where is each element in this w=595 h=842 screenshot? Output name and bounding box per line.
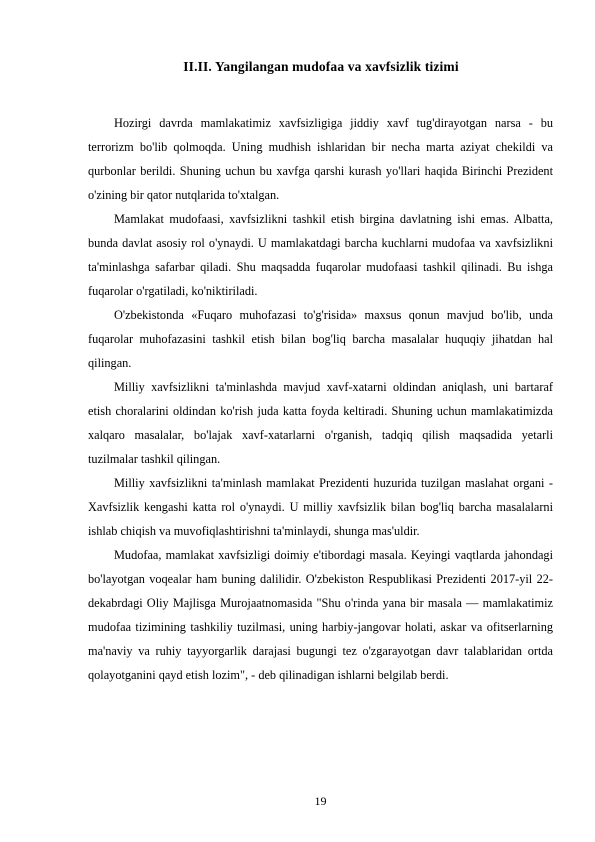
paragraph-security-council: Milliy xavfsizlikni ta'minlash mamlakat Prezidenti huzurida tuzilgan maslahat organi - Xavfsizlik kengashi katta rol o'ynaydi. U milliy xavfsizlik bilan bog'liq barcha masalalarni ishlab chiqish va muvofiqlashtirishni ta'minlaydi, shunga mas'uldir. (88, 476, 553, 538)
body-text (88, 111, 553, 687)
paragraph-defense-organization: Mamlakat mudofaasi, xavfsizlikni tashkil etish birgina davlatning ishi emas. Albatta, bunda davlat asosiy rol o'ynaydi. U mamlakatdagi barcha kuchlarni mudofaa va xavfsizlikni ta'minlashga safarbar qiladi. Shu maqsadda fuqarolar mudofaasi tashkil qilinadi. Bu ishga fuqarolar o'rgatiladi, ko'niktiriladi. (88, 212, 553, 298)
page-number: 19 (314, 794, 327, 808)
section-heading: II.II. Yangilangan mudofaa va xavfsizlik tizimi (183, 59, 459, 74)
paragraph-president-address: Mudofaa, mamlakat xavfsizligi doimiy e'tibordagi masala. Keyingi vaqtlarda jahondagi bo'layotgan voqealar ham buning dalilidir. O'zbekiston Respublikasi Prezidenti 2017-yil 22-dekabrdagi Oliy Majlisga Murojaatnomasida "Shu o'rinda yana bir masala — mamlakatimiz mudofaa tizimining tashkiliy tuzilmasi, uning harbiy-jangovar holati, askar va ofitserlarning ma'naviy va ruhiy tayyorgarlik darajasi bugungi tez o'zgarayotgan davr talablaridan ortda qolayotganini qayd etish lozim", - deb qilinadigan ishlarni belgilab berdi. (88, 548, 553, 682)
paragraph-civil-protection-law: O'zbekistonda «Fuqaro muhofazasi to'g'risida» maxsus qonun mavjud bo'lib, unda fuqarolar muhofazasini tashkil etish bilan bog'liq barcha masalalar huquqiy jihatdan hal qilingan. (88, 308, 553, 370)
paragraph-terrorism: Hozirgi davrda mamlakatimiz xavfsizligiga jiddiy xavf tug'dirayotgan narsa - bu terrorizm bo'lib qolmoqda. Uning mudhish ishlaridan bir necha marta aziyat chekildi va qurbonlar berildi. Shuning uchun bu xavfga qarshi kurash yo'llari haqida Birinchi Prezident o'zining bir qator nutqlarida to'xtalgan. (88, 116, 553, 202)
paragraph-threat-assessment: Milliy xavfsizlikni ta'minlashda mavjud xavf-xatarni oldindan aniqlash, uni bartaraf etish choralarini oldindan ko'rish juda katta foyda keltiradi. Shuning uchun mamlakatimizda xalqaro masalalar, bo'lajak xavf-xatarlarni o'rganish, tadqiq qilish maqsadida yetarli tuzilmalar tashkil qilingan. (88, 380, 553, 466)
